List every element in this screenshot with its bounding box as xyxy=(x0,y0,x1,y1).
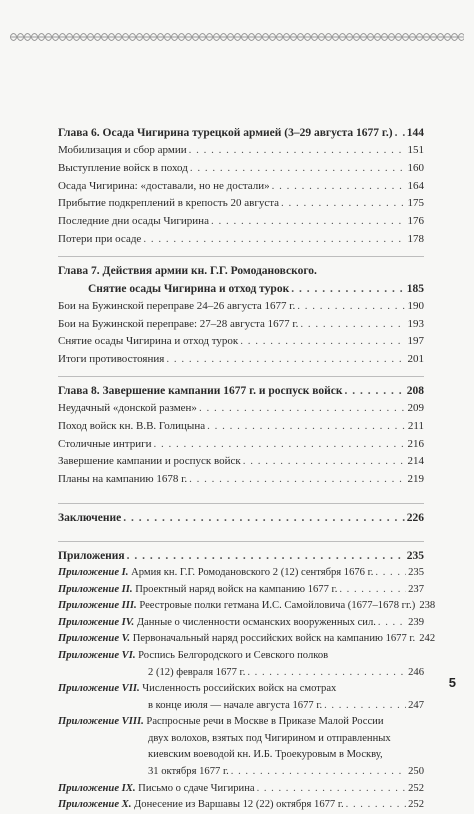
page-number: 5 xyxy=(448,675,456,690)
dot-leader xyxy=(378,615,406,632)
toc-entry[interactable] xyxy=(58,582,424,599)
entry-title: Бои на Бужинской переправе: 27–28 августа 1677 г. xyxy=(58,317,299,330)
toc-entry[interactable] xyxy=(58,333,424,351)
appendix-number: Приложение III. xyxy=(58,600,137,612)
dot-leader xyxy=(199,400,406,418)
entry-title: Последние дни осады Чигирина xyxy=(58,215,209,228)
toc-entry[interactable] xyxy=(58,453,424,471)
entry-title: Прибытие подкреплений в крепость 20 августа xyxy=(58,197,280,210)
entry-title: Численность российских войск на смотрах xyxy=(142,683,337,695)
entry-title: Итоги противостояния xyxy=(58,353,165,366)
toc-entry-multiline[interactable] xyxy=(58,714,424,780)
chapter-6-block xyxy=(58,124,424,249)
page-ref: 209 xyxy=(407,401,424,414)
entry-title: Проектный наряд войск на кампанию 1677 г. xyxy=(135,583,338,595)
appendix-number: Приложение X. xyxy=(58,799,132,811)
toc-entry-multiline[interactable] xyxy=(58,681,424,714)
page-ref: 214 xyxy=(407,455,424,468)
page-ref: 178 xyxy=(407,232,424,245)
dot-leader xyxy=(190,160,406,178)
dot-leader xyxy=(375,565,406,582)
page-ref: 219 xyxy=(407,473,424,486)
appendix-number: Приложение V. xyxy=(58,633,131,645)
toc-entry[interactable] xyxy=(58,142,424,160)
appendices-title: Приложения xyxy=(58,549,125,562)
toc-entry[interactable] xyxy=(58,400,424,418)
entry-title-line: киевским воеводой кн. И.Б. Троекуровым в Москву, xyxy=(148,749,383,761)
toc-entry[interactable] xyxy=(58,598,436,615)
dot-leader xyxy=(243,453,406,471)
toc-entry[interactable] xyxy=(58,124,424,142)
dot-leader xyxy=(291,280,405,298)
chapter-8-block xyxy=(58,376,424,489)
toc-entry[interactable] xyxy=(58,160,424,178)
toc-entry[interactable] xyxy=(58,316,424,334)
page-ref: 185 xyxy=(406,282,424,295)
page-ref: 144 xyxy=(406,127,424,139)
dot-leader xyxy=(281,195,405,213)
page-ref: 226 xyxy=(406,511,424,524)
page-ref: 151 xyxy=(407,144,424,156)
page-ref: 239 xyxy=(408,616,424,628)
toc-entry[interactable] xyxy=(58,547,424,565)
entry-title-last-line: 2 (12) февраля 1677 г. xyxy=(148,666,246,678)
conclusion-title: Заключение xyxy=(58,511,122,524)
toc-entry[interactable] xyxy=(58,351,424,369)
decorative-border-ornament xyxy=(10,28,464,46)
dot-leader xyxy=(339,582,406,599)
toc-entry[interactable] xyxy=(58,436,424,454)
page-ref: 208 xyxy=(406,384,424,397)
page-ref: 252 xyxy=(408,782,424,794)
entry-title: Снятие осады Чигирина и отход турок xyxy=(58,335,239,348)
chapter-title: Глава 6. Осада Чигирина турецкой армией (3–29 августа 1677 г.) xyxy=(58,127,393,139)
toc-entry-multiline[interactable] xyxy=(58,648,424,681)
chapter-title: Глава 7. Действия армии кн. Г.Г. Ромодановского. xyxy=(58,264,317,277)
entry-title: Неудачный «донской размен» xyxy=(58,401,197,414)
dot-leader xyxy=(395,124,405,142)
appendix-number: Приложение IX. xyxy=(58,782,136,794)
toc-entry[interactable] xyxy=(58,195,424,213)
entry-title-last-line: в конце июля — начале августа 1677 г. xyxy=(148,699,323,711)
dot-leader xyxy=(297,298,405,316)
dot-leader xyxy=(300,316,405,334)
entry-title: Роспись Белгородского и Севского полков xyxy=(138,649,329,661)
entry-title: Реестровые полки гетмана И.С. Самойловича (1677–1678 гг.) xyxy=(139,600,416,612)
page-ref: 246 xyxy=(408,666,424,678)
page-ref: 247 xyxy=(408,699,424,711)
entry-title: Поход войск кн. В.В. Голицына xyxy=(58,419,206,432)
page-ref: 235 xyxy=(408,566,424,578)
ornament-pattern xyxy=(10,34,464,41)
dot-leader xyxy=(123,509,405,527)
page-ref: 160 xyxy=(407,161,424,174)
conclusion-block xyxy=(58,503,424,527)
toc-entry-continuation[interactable] xyxy=(58,280,424,298)
dot-leader xyxy=(143,231,405,249)
dot-leader xyxy=(247,665,406,682)
entry-title: Столичные интриги xyxy=(58,437,152,450)
page-ref: 193 xyxy=(407,317,424,330)
dot-leader xyxy=(154,436,406,454)
entry-title: Распросные речи в Москве в Приказе Малой России xyxy=(146,716,384,728)
entry-title: Выступление войск в поход xyxy=(58,161,188,174)
toc-entry[interactable] xyxy=(58,631,436,648)
toc-entry[interactable] xyxy=(58,213,424,231)
appendix-number: Приложение IV. xyxy=(58,616,135,628)
entry-title: Письмо о сдаче Чигирина xyxy=(138,782,255,794)
page-ref: 238 xyxy=(419,600,436,612)
dot-leader xyxy=(346,797,406,814)
page-ref: 197 xyxy=(407,335,424,348)
toc-entry[interactable] xyxy=(58,231,424,249)
page-ref: 176 xyxy=(407,215,424,228)
entry-title: Завершение кампании и роспуск войск xyxy=(58,455,241,468)
chapter-title-line2: Снятие осады Чигирина и отход турок xyxy=(88,282,290,295)
dot-leader xyxy=(272,178,406,196)
page-ref: 201 xyxy=(407,353,424,366)
toc-entry[interactable] xyxy=(58,382,424,400)
page-ref: 252 xyxy=(408,799,424,811)
appendices-block xyxy=(58,541,436,814)
entry-title: Армия кн. Г.Г. Ромодановского 2 (12) сентября 1676 г. xyxy=(131,566,374,578)
dot-leader xyxy=(207,418,406,436)
toc-entry[interactable] xyxy=(58,797,424,814)
table-of-contents xyxy=(58,124,436,814)
dot-leader xyxy=(127,547,405,565)
page-ref: 250 xyxy=(408,766,424,778)
toc-entry[interactable] xyxy=(58,178,424,196)
entry-title-last-line: 31 октября 1677 г. xyxy=(148,766,229,778)
dot-leader xyxy=(189,471,405,489)
entry-title-line: двух волохов, взятых под Чигирином и отправленных xyxy=(148,732,391,744)
toc-entry[interactable] xyxy=(58,418,424,436)
toc-entry[interactable] xyxy=(58,781,424,798)
toc-entry[interactable] xyxy=(58,471,424,489)
dot-leader xyxy=(257,781,407,798)
toc-entry[interactable] xyxy=(58,298,424,316)
entry-title: Донесение из Варшавы 12 (22) октября 1677 г. xyxy=(134,799,344,811)
page-ref: 235 xyxy=(406,549,424,562)
appendix-number: Приложение VII. xyxy=(58,683,140,695)
appendix-number: Приложение I. xyxy=(58,566,129,578)
page-ref: 211 xyxy=(407,419,424,432)
entry-title: Данные о численности османских вооруженных сил. xyxy=(136,616,376,628)
toc-entry[interactable] xyxy=(58,565,424,582)
dot-leader xyxy=(231,764,406,781)
dot-leader xyxy=(166,351,405,369)
page-ref: 175 xyxy=(407,197,424,210)
entry-title: Бои на Бужинской переправе 24–26 августа 1677 г. xyxy=(58,299,296,312)
dot-leader xyxy=(189,142,406,160)
dot-leader xyxy=(240,333,405,351)
dot-leader xyxy=(344,382,404,400)
chapter-7-block xyxy=(58,256,424,369)
page-ref: 237 xyxy=(408,583,424,595)
dot-leader xyxy=(324,698,406,715)
entry-title: Планы на кампанию 1678 г. xyxy=(58,473,188,486)
entry-title: Первоначальный наряд российских войск на кампанию 1677 г. xyxy=(132,633,416,645)
entry-title: Мобилизация и сбор армии xyxy=(58,144,187,156)
dot-leader xyxy=(211,213,406,231)
page-ref: 164 xyxy=(407,179,424,192)
appendix-number: Приложение VI. xyxy=(58,649,136,661)
page-ref: 242 xyxy=(419,633,436,645)
entry-title: Потери при осаде xyxy=(58,232,142,245)
appendix-number: Приложение VIII. xyxy=(58,716,144,728)
page-ref: 190 xyxy=(407,299,424,312)
toc-entry[interactable] xyxy=(58,509,424,527)
entry-title: Осада Чигирина: «доставали, но не достали» xyxy=(58,179,270,192)
toc-entry[interactable] xyxy=(58,615,424,632)
appendix-number: Приложение II. xyxy=(58,583,133,595)
chapter-title: Глава 8. Завершение кампании 1677 г. и роспуск войск xyxy=(58,384,343,397)
toc-entry[interactable] xyxy=(58,262,424,280)
page-ref: 216 xyxy=(407,437,424,450)
